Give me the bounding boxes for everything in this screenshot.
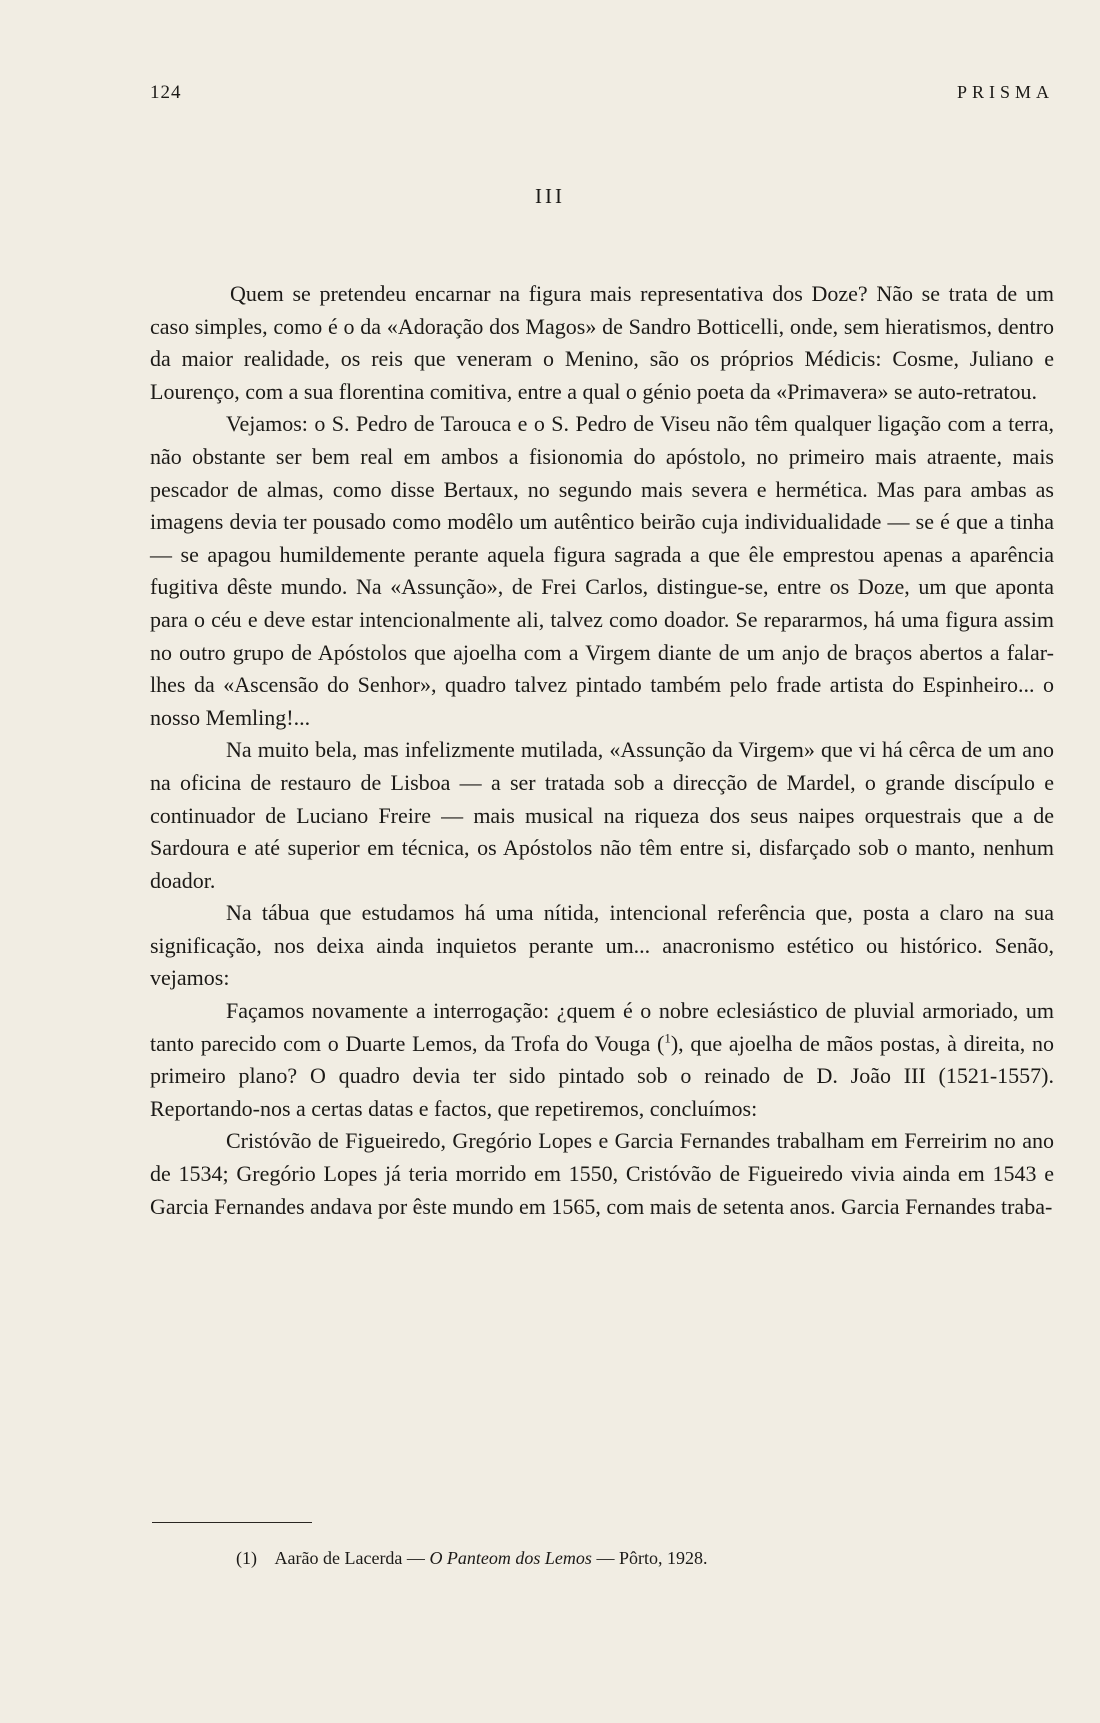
footnote [236,1548,1016,1569]
footnote-divider [152,1522,312,1523]
footnote-title: O Panteom dos Lemos [429,1548,592,1568]
journal-title: PRISMA [956,82,1054,102]
footnote-marker: (1) [236,1548,257,1568]
paragraph-5 [150,995,1054,1125]
paragraph-4: Na tábua que estudamos há uma nítida, intencional referência que, posta a claro na sua significação, nos deixa ainda inquietos perante um... anacronismo estético ou histórico. Senão, vejamos: [150,900,1054,991]
paragraph-3: Na muito bela, mas infelizmente mutilada, «Assunção da Virgem» que vi há cêrca de um ano na oficina de restauro de Lisboa — a ser tratada sob a direcção de Mardel, o grande discípulo e continuador de Luciano Freire — mais musical na riqueza dos seus naipes orquestrais que a de Sardoura e até superior em técnica, os Apóstolos não têm entre si, disfarçado sob o manto, nenhum doador. [150,737,1054,893]
body-text [150,278,1054,1223]
running-head [150,82,1054,112]
paragraph-5-text-before: Façamos novamente a interrogação: ¿quem é o nobre eclesiástico de pluvial armoriado, um tanto parecido com o Duarte Lemos, da Trofa do Vouga ( [150,998,1054,1056]
paragraph-5-text-after: ), que ajoelha de mãos postas, à direita, no primeiro plano? O quadro devia ter sido pintado sob o reinado de D. João III (1521-1557). Reportando-nos a certas datas e factos, que repetiremos, concluímos: [150,1030,1054,1121]
footnote-author: Aarão de Lacerda — [274,1548,425,1568]
page-number: 124 [150,82,182,103]
paragraph-1: Quem se pretendeu encarnar na figura mais representativa dos Doze? Não se trata de um caso simples, como é o da «Adoração dos Magos» de Sandro Botticelli, onde, sem hieratismos, dentro da maior realidade, os reis que veneram o Menino, são os próprios Médicis: Cosme, Juliano e Lourenço, com a sua florentina comitiva, entre a qual o génio poeta da «Primavera» se auto-retratou. [150,281,1054,404]
section-heading: III [535,184,565,208]
footnote-reference: 1 [664,1030,671,1046]
paragraph-2: Vejamos: o S. Pedro de Tarouca e o S. Pedro de Viseu não têm qualquer ligação com a terra, não obstante ser bem real em ambos a fisionomia do apóstolo, no primeiro mais atraente, mais pescador de almas, como disse Bertaux, no segundo mais severa e hermética. Mas para ambas as imagens devia ter pousado como modêlo um autêntico beirão cuja individualidade — se é que a tinha — se apagou humildemente perante aquela figura sagrada a que êle emprestou apenas a aparência fugitiva dêste mundo. Na «Assunção», de Frei Carlos, distingue-se, entre os Doze, um que aponta para o céu e deve estar intencionalmente ali, talvez como doador. Se repararmos, há uma figura assim no outro grupo de Apóstolos que ajoelha com a Virgem diante de um anjo de braços abertos a falar-lhes da «Ascensão do Senhor», quadro talvez pintado também pelo frade artista do Espinheiro... o nosso Memling!... [150,411,1054,730]
footnote-rest: — Pôrto, 1928. [596,1548,708,1568]
paragraph-6: Cristóvão de Figueiredo, Gregório Lopes e Garcia Fernandes trabalham em Ferreirim no ano de 1534; Gregório Lopes já teria morrido em 1550, Cristóvão de Figueiredo vivia ainda em 1543 e Garcia Fernandes andava por êste mundo em 1565, com mais de setenta anos. Garcia Fernandes traba- [150,1128,1054,1219]
